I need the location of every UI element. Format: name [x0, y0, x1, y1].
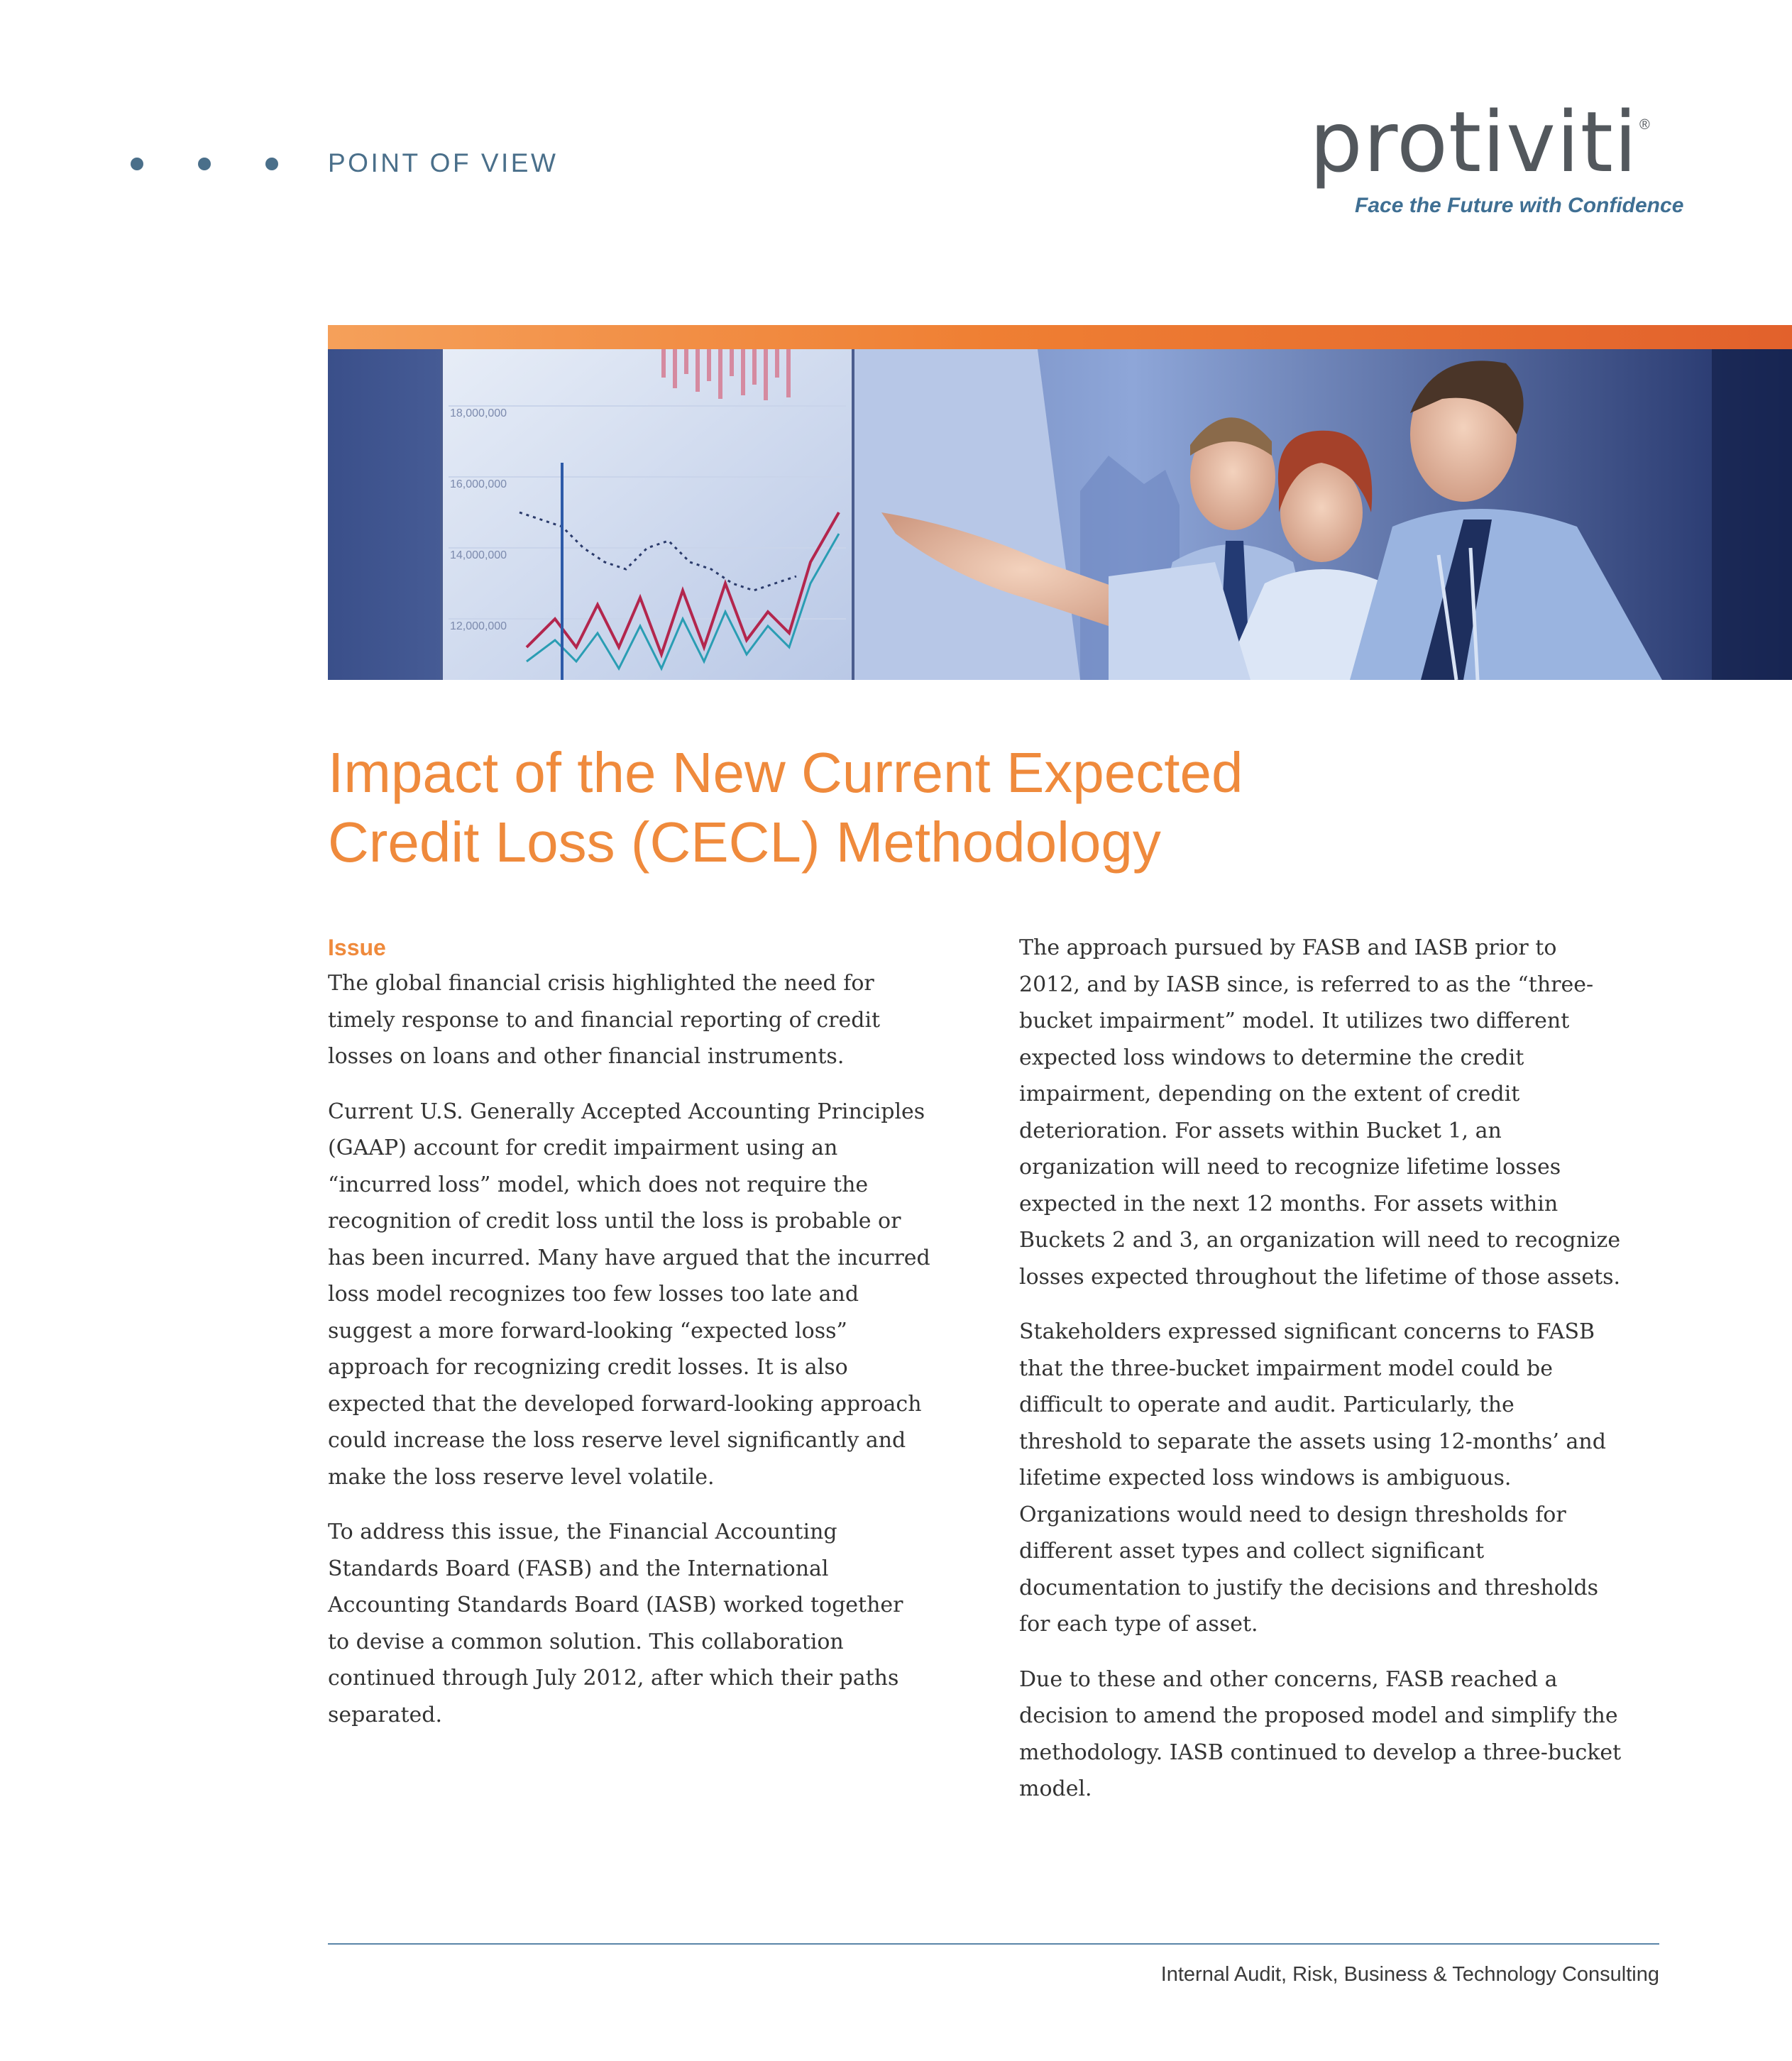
page-title: [328, 738, 1534, 877]
hero-photo-illustration: [328, 349, 1792, 680]
logo-wordmark: protiviti: [1309, 93, 1638, 191]
hero-photo: [328, 349, 1792, 680]
header-dots: [131, 158, 280, 172]
chart-axis-label: 18,000,000: [450, 407, 507, 419]
chart-axis-label: 14,000,000: [450, 549, 507, 561]
dot: [198, 158, 211, 170]
chart-axis-label: 12,000,000: [450, 620, 507, 632]
paragraph: Due to these and other concerns, FASB reached a decision to amend the proposed model and simplify the methodology. IASB continued to develop a three-bucket model.: [1019, 1666, 1622, 1801]
hero-accent-bar: [328, 325, 1792, 349]
paragraph: The global financial crisis highlighted the need for timely response to and financial reporting of credit losses on loans and other financial instruments.: [328, 971, 881, 1069]
left-column: [328, 930, 931, 1752]
chart-axis-label: 16,000,000: [450, 478, 507, 490]
logo-tagline: Face the Future with Confidence: [1355, 194, 1684, 217]
protiviti-logo: [1309, 89, 1684, 231]
section-heading-issue: Issue: [328, 935, 386, 960]
dot: [265, 158, 278, 170]
right-column: [1019, 930, 1622, 1826]
paragraph: The approach pursued by FASB and IASB prior to 2012, and by IASB since, is referred to as the “three-bucket impairment” model. It utilizes two different expected loss windows to determine the credit impairment, depending on the extent of credit deterioration. For assets within Bucket 1, an organization will need to recognize lifetime losses expected in the next 12 months. For assets within Buckets 2 and 3, an organization will need to recognize losses expected throughout the lifetime of those assets.: [1019, 935, 1621, 1290]
title-line-2: Credit Loss (CECL) Methodology: [328, 810, 1161, 874]
point-of-view-label: POINT OF VIEW: [328, 148, 559, 177]
paragraph: To address this issue, the Financial Accounting Standards Board (FASB) and the International Accounting Standards Board (IASB) worked together to devise a common solution. This collaboration continued through July 2012, after which their paths separated.: [328, 1519, 903, 1727]
footer-text: Internal Audit, Risk, Business & Technology Consulting: [1160, 1963, 1659, 1986]
dot: [131, 158, 143, 170]
paragraph: Stakeholders expressed significant concerns to FASB that the three-bucket impairment model could be difficult to operate and audit. Particularly, the threshold to separate the assets using 12-months’ and lifetime expected loss windows is ambiguous. Organizations would need to design thresholds for different asset types and collect significant documentation to justify the decisions and thresholds for each type of asset.: [1019, 1319, 1606, 1637]
registered-mark: ®: [1639, 117, 1650, 133]
footer-divider: [328, 1943, 1659, 1945]
paragraph: Current U.S. Generally Accepted Accounting Principles (GAAP) account for credit impairment using an “incurred loss” model, which does not require the recognition of credit loss until the loss is probable or has been incurred. Many have argued that the incurred loss model recognizes too few losses too late and suggest a more forward-looking “expected loss” approach for recognizing credit losses. It is also expected that the developed forward-looking approach could increase the loss reserve level significantly and make the loss reserve level volatile.: [328, 1099, 930, 1490]
title-line-1: Impact of the New Current Expected: [328, 741, 1243, 804]
hero-banner: [328, 325, 1792, 680]
